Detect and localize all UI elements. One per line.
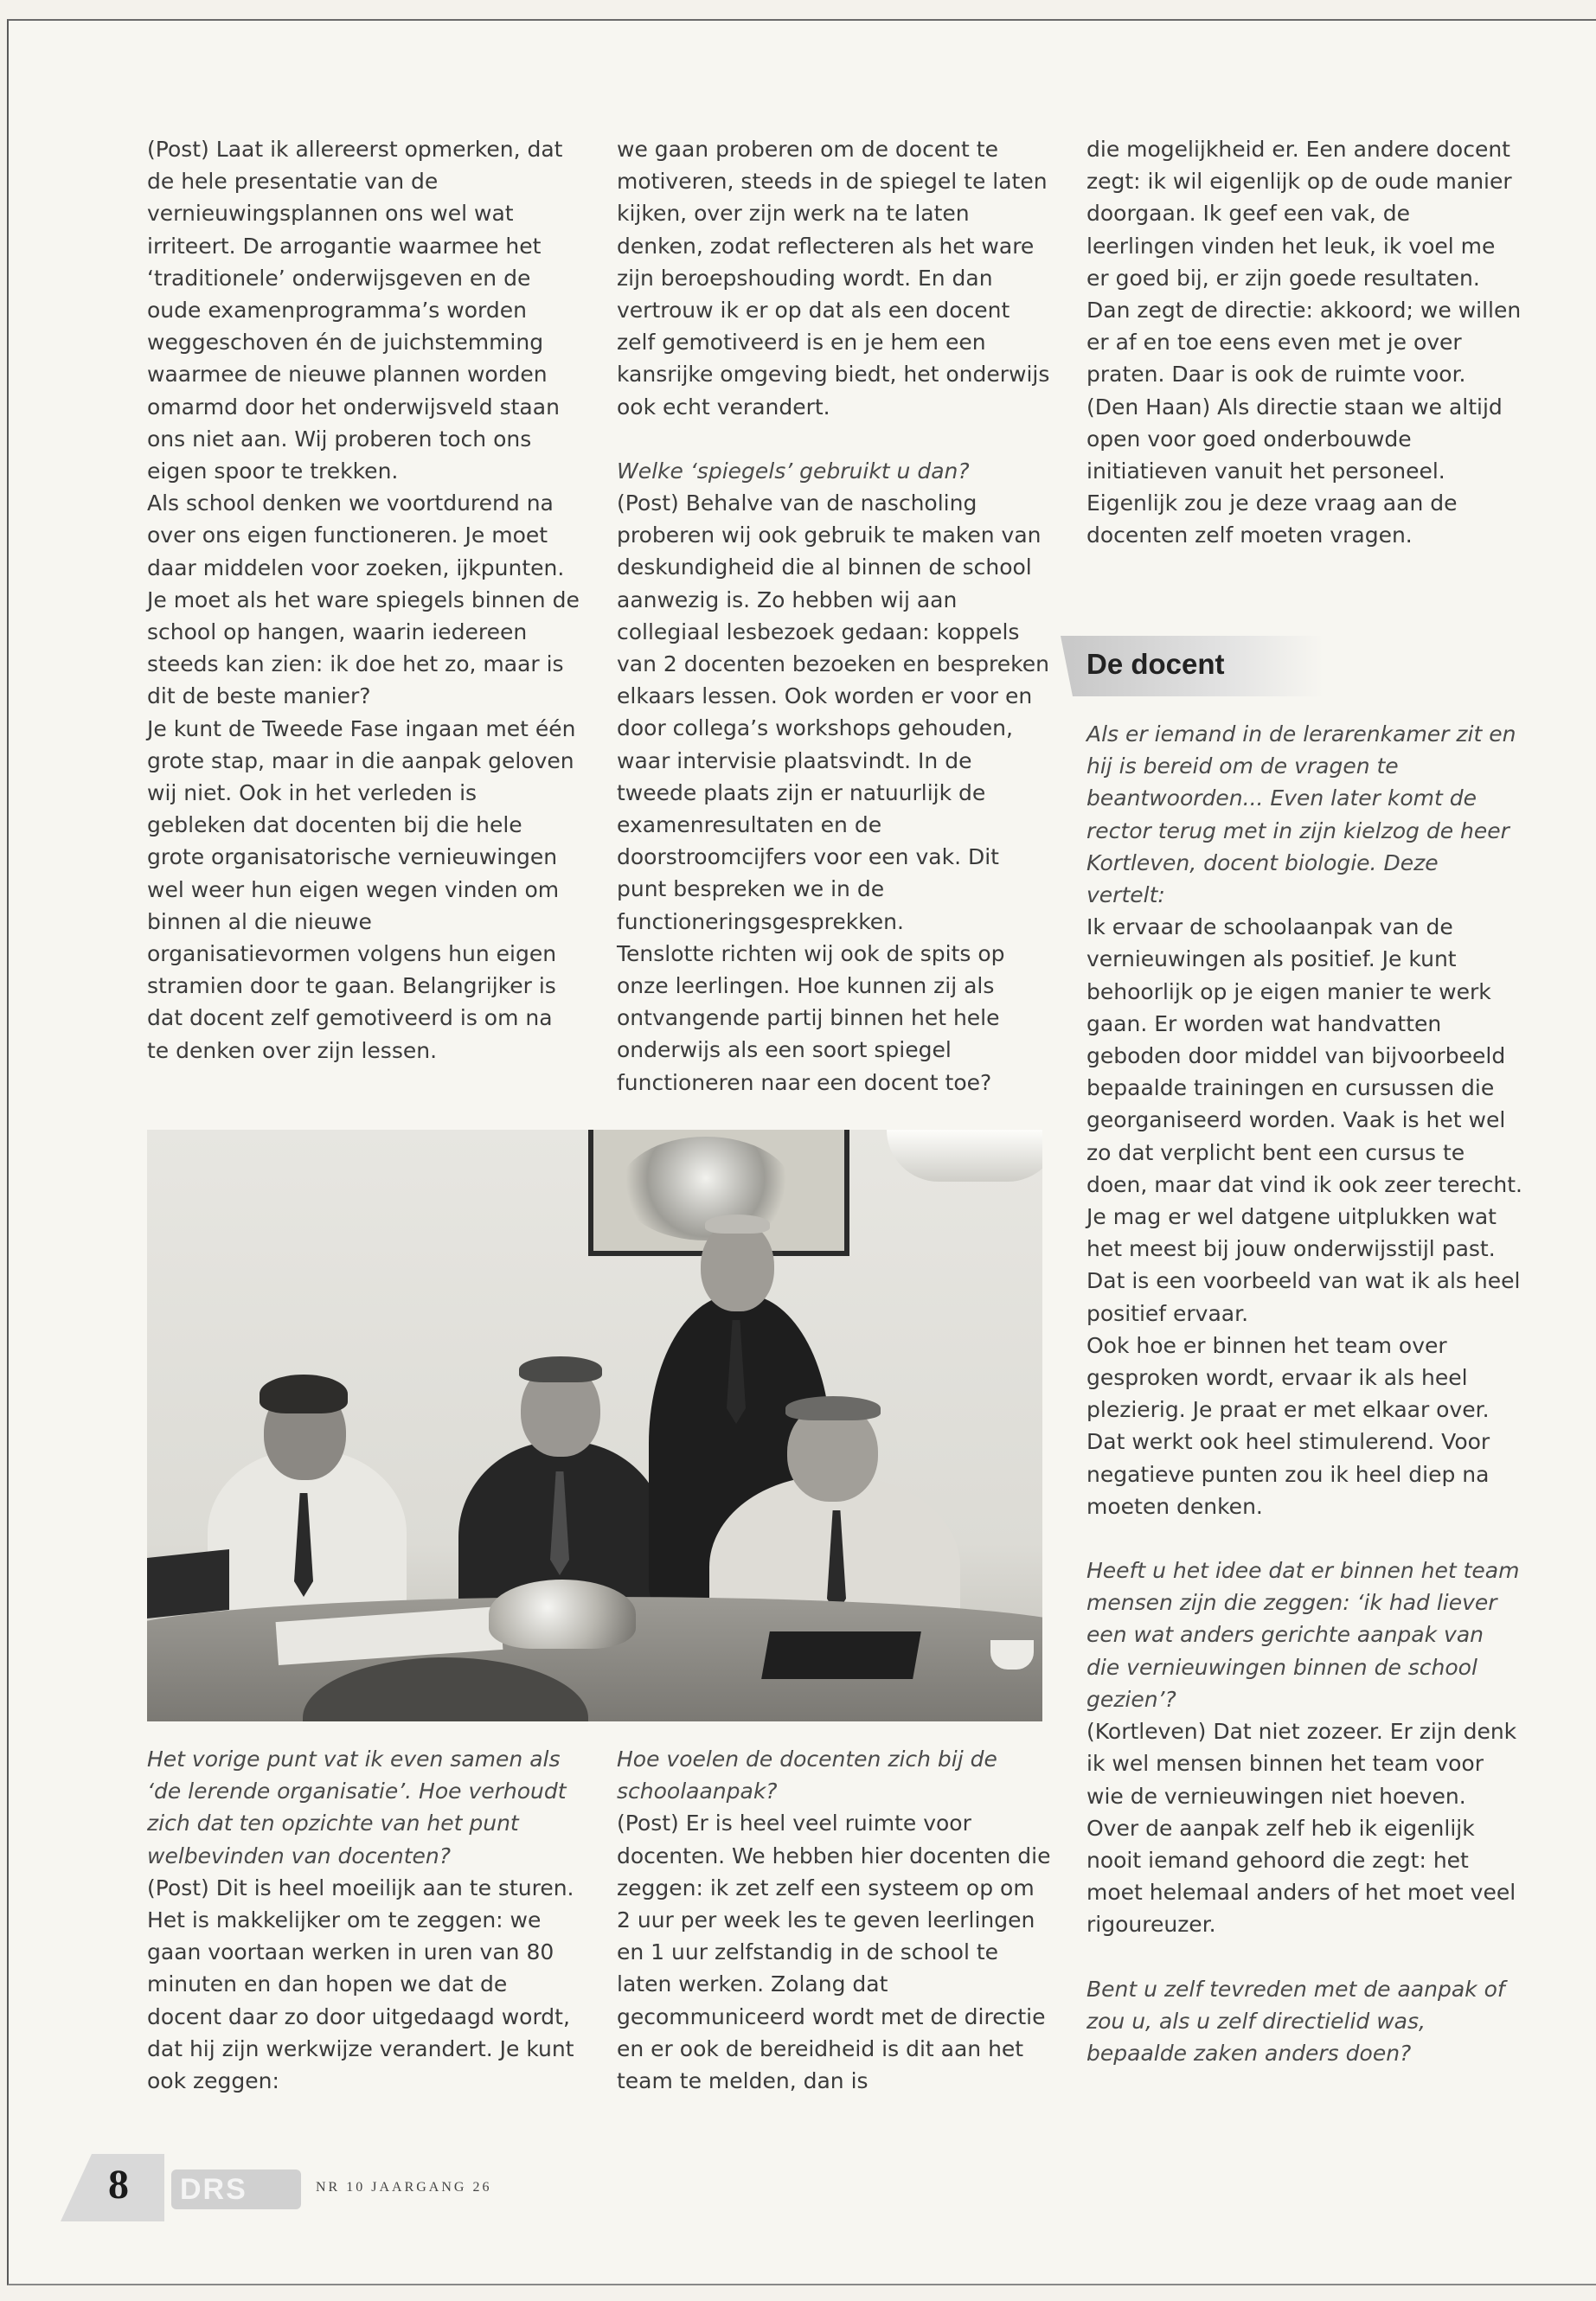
paragraph: we gaan proberen om de docent te motiveren, steeds in de spiegel te laten kijken, over zijn werk na te laten denken, zodat reflecteren als het ware zijn beroepshouding wordt. En dan vertrouw ik er op dat als een docent zelf gemotiveerd is en je hem een kansrijke omgeving biedt, het onderwijs ook echt verandert. <box>617 137 1050 420</box>
column-3-docent-section <box>1086 718 1523 2069</box>
paragraph: Ook hoe er binnen het team over gesproken wordt, ervaar ik als heel plezierig. Je praat er met elkaar over. Dat werkt ook heel stimulerend. Voor negatieve punten zou ik heel diep na moeten denken. <box>1086 1332 1490 1519</box>
issue-label: NR 10 JAARGANG 26 <box>316 2180 492 2195</box>
paragraph: Tenslotte richten wij ook de spits op onze leerlingen. Hoe kunnen zij als ontvangende partij binnen het hele onderwijs als een soort spiegel functioneren naar een docent toe? <box>617 940 1005 1095</box>
paragraph: (Post) Er is heel veel ruimte voor docenten. We hebben hier docenten die zeggen: ik zet zelf een systeem op om 2 uur per week les te geven leerlingen en 1 uur zelfstandig in de school te laten werken. Zolang dat gecommuniceerd wordt met de directie en er ook de bereidheid is dit aan het team te melden, dan is <box>617 1811 1051 2094</box>
interview-question: Welke ‘spiegels’ gebruikt u dan? <box>617 458 970 484</box>
column-1 <box>147 133 580 1067</box>
interview-question: Heeft u het idee dat er binnen het team mensen zijn die zeggen: ‘ik had liever een wat anders gerichte aanpak van die vernieuwingen binnen de school gezien’? <box>1086 1558 1520 1712</box>
flower-arrangement <box>489 1580 636 1649</box>
paragraph: (Kortleven) Dat niet zozeer. Er zijn denk ik wel mensen binnen het team voor wie de vernieuwingen niet hoeven. Over de aanpak zelf heb ik eigenlijk nooit iemand gehoord die zegt: het moet helemaal anders of het moet veel rigoureuzer. <box>1086 1719 1517 1938</box>
column-1-lower <box>147 1743 580 2097</box>
column-3 <box>1086 133 1523 552</box>
paragraph: (Den Haan) Als directie staan we altijd open voor goed onderbouwde initiatieven vanuit het personeel. Eigenlijk zou je deze vraag aan de docenten zelf moeten vragen. <box>1086 394 1503 548</box>
paragraph: (Post) Laat ik allereerst opmerken, dat de hele presentatie van de vernieuwingsplannen ons wel wat irriteert. De arrogantie waarmee het ‘traditionele’ onderwijsgeven en de oude examenprogramma’s worden weggeschoven én de juichstemming waarmee de nieuwe plannen worden omarmd door het onderwijsveld staan ons niet aan. Wij proberen toch ons eigen spoor te trekken. <box>147 137 563 484</box>
interview-question: Het vorige punt vat ik even samen als ‘de lerende organisatie’. Hoe verhoudt zich dat ten opzichte van het punt welbevinden van docenten? <box>147 1747 567 1868</box>
paragraph: Ik ervaar de schoolaanpak van de vernieuwingen als positief. Je kunt behoorlijk op je eigen manier te werk gaan. Er worden wat handvatten geboden door middel van bijvoorbeeld bepaalde trainingen en cursussen die georganiseerd worden. Vaak is het wel zo dat verplicht bent een cursus te doen, maar dat vind ik ook zeer terecht. Je mag er wel datgene uitplukken wat het meest bij jouw onderwijsstijl past. Dat is een voorbeeld van wat ik als heel positief ervaar. <box>1086 914 1522 1326</box>
section-heading <box>1073 636 1324 696</box>
paragraph: Je kunt de Tweede Fase ingaan met één grote stap, maar in die aanpak geloven wij niet. Ook in het verleden is gebleken dat docenten bij die hele grote organisatorische vernieuwingen wel weer hun eigen wegen vinden om binnen al die nieuwe organisatievormen volgens hun eigen stramien door te gaan. Belangrijker is dat docent zelf gemotiveerd is om na te denken over zijn lessen. <box>147 715 576 1063</box>
page-footer <box>61 2154 580 2221</box>
interview-question: Bent u zelf tevreden met de aanpak of zou u, als u zelf directielid was, bepaalde zaken anders doen? <box>1086 1976 1505 2066</box>
section-title: De docent <box>1086 648 1225 680</box>
paragraph: (Post) Dit is heel moeilijk aan te sturen. Het is makkelijker om te zeggen: we gaan voortaan werken in uren van 80 minuten en dan hopen we dat de docent daar zo door uitgedaagd wordt, dat hij zijn werkwijze verandert. Je kunt ook zeggen: <box>147 1875 574 2094</box>
intro-italic: Als er iemand in de lerarenkamer zit en hij is bereid om de vragen te beantwoorden... Even later komt de rector terug met in zijn kielzog de heer Kortleven, docent biologie. Deze vertelt: <box>1086 721 1516 908</box>
paragraph: Als school denken we voortdurend na over ons eigen functioneren. Je moet daar middelen voor zoeken, ijkpunten. Je moet als het ware spiegels binnen de school op hangen, waarin iedereen steeds kan zien: ik doe het zo, maar is dit de beste manier? <box>147 490 580 709</box>
paragraph: die mogelijkheid er. Een andere docent zegt: ik wil eigenlijk op de oude manier doorgaan. Ik geef een vak, de leerlingen vinden het leuk, ik voel me er goed bij, er zijn goede resultaten. Dan zegt de directie: akkoord; we willen er af en toe eens even met je over praten. Daar is ook de ruimte voor. <box>1086 137 1522 388</box>
paragraph: (Post) Behalve van de nascholing proberen wij ook gebruik te maken van deskundigheid die al binnen de school aanwezig is. Zo hebben wij aan collegiaal lesbezoek gedaan: koppels van 2 docenten bezoeken en bespreken elkaars lessen. Ook worden er voor en door collega’s workshops gehouden, waar intervisie plaatsvindt. In de tweede plaats zijn er natuurlijk de examenresultaten en de doorstroomcijfers voor een vak. Dit punt bespreken we in de functioneringsgesprekken. <box>617 490 1049 934</box>
interview-question: Hoe voelen de docenten zich bij de schoolaanpak? <box>617 1747 997 1804</box>
column-2-lower <box>617 1743 1054 2097</box>
page-number: 8 <box>108 2162 129 2208</box>
meeting-photo <box>147 1130 1042 1721</box>
column-2 <box>617 133 1054 1099</box>
magazine-logo: DRS <box>171 2170 301 2209</box>
